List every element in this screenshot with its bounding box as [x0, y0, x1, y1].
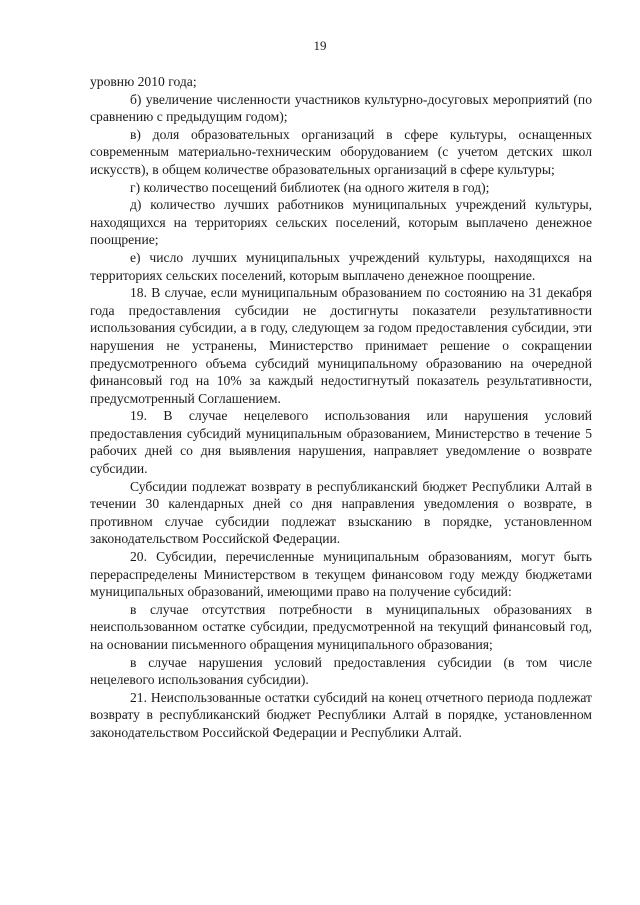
- paragraph-case-violation: в случае нарушения условий предоставления субсидии (в том числе нецелевого использования субсидии).: [90, 654, 592, 688]
- paragraph-refund-terms: Субсидии подлежат возврату в республиканский бюджет Республики Алтай в течении 30 календарных дней со дня направления уведомления о возврате, в противном случае субсидии подлежат взысканию в порядке, установленном законодательством Российской Федерации.: [90, 478, 592, 547]
- paragraph-clause-18: 18. В случае, если муниципальным образованием по состоянию на 31 декабря года предоставления субсидии не достигнуты показатели результативности использования субсидии, а в году, следующем за годом предоставления субсидии, эти нарушения не устранены, Министерство принимает решение о сокращении предусмотренного объема субсидий муниципальному образованию на очередной финансовый год на 10% за каждый недостигнутый показатель результативности, предусмотренный Соглашением.: [90, 285, 592, 406]
- paragraph-item-b: б) увеличение численности участников культурно-досуговых мероприятий (по сравнению с предыдущим годом);: [90, 91, 592, 125]
- paragraph-item-e: е) число лучших муниципальных учреждений культуры, находящихся на территориях сельских поселений, которым выплачено денежное поощрение.: [90, 249, 592, 283]
- paragraph-item-d: д) количество лучших работников муниципальных учреждений культуры, находящихся на территориях сельских поселений, которым выплачено денежное поощрение;: [90, 197, 592, 248]
- paragraph-case-no-need: в случае отсутствия потребности в муниципальных образованиях в неиспользованном остатке субсидии, предусмотренной на текущий финансовый год, на основании письменного обращения муниципального образования;: [90, 601, 592, 652]
- paragraph-clause-21: 21. Неиспользованные остатки субсидий на конец отчетного периода подлежат возврату в республиканский бюджет Республики Алтай в порядке, установленном законодательством Российской Федерации и Республики Алтай.: [90, 689, 592, 740]
- paragraph-clause-20: 20. Субсидии, перечисленные муниципальным образованиям, могут быть перераспределены Министерством в текущем финансовом году между бюджетами муниципальных образований, имеющими право на получение субсидий:: [90, 549, 592, 600]
- paragraph-item-v: в) доля образовательных организаций в сфере культуры, оснащенных современным материально-техническим оборудованием (с учетом детских школ искусств), в общем количестве образовательных организаций в сфере культуры;: [90, 126, 592, 177]
- paragraph-item-g: г) количество посещений библиотек (на одного жителя в год);: [130, 179, 490, 195]
- paragraph-clause-19: 19. В случае нецелевого использования или нарушения условий предоставления субсидий муниципальным образованием, Министерство в течение 5 рабочих дней со дня выявления нарушения, направляет уведомление о возврате субсидии.: [90, 408, 592, 477]
- paragraph-continuation: уровню 2010 года;: [90, 74, 197, 89]
- document-body: [90, 73, 592, 742]
- page-number: 19: [313, 38, 327, 53]
